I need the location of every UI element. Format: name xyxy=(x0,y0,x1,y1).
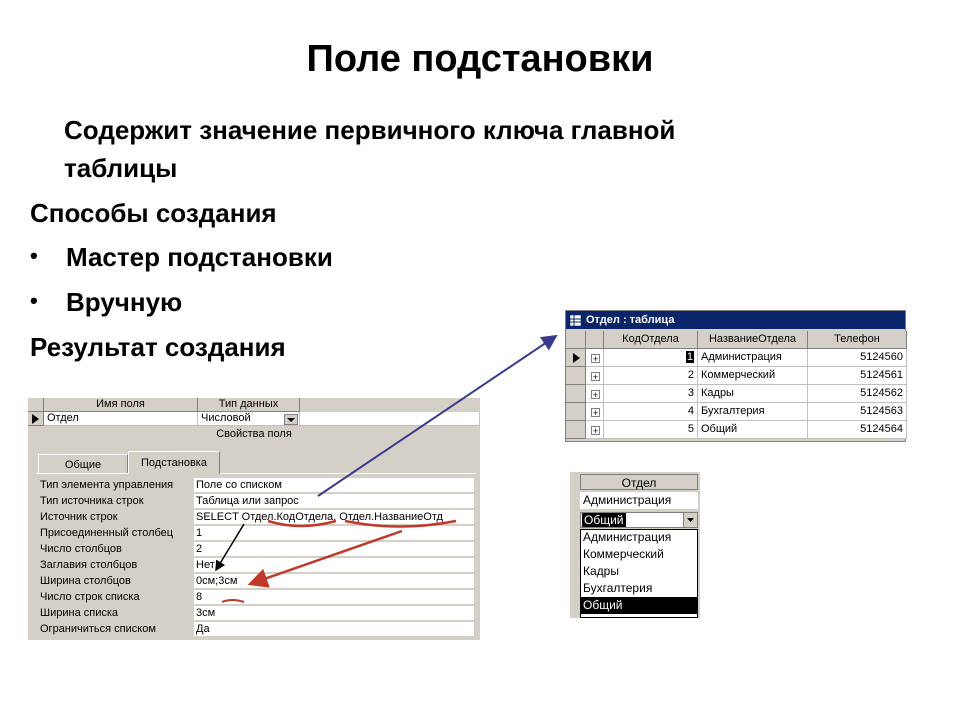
combo-option[interactable]: Кадры xyxy=(583,564,619,578)
prop-value-limit-to-list[interactable]: Да xyxy=(194,622,474,637)
bullet-manual: Вручную xyxy=(66,287,183,317)
prop-label-limit-to-list: Ограничиться списком xyxy=(40,623,156,635)
combo-option[interactable]: Коммерческий xyxy=(583,547,664,561)
cell-name[interactable]: Администрация xyxy=(698,349,808,367)
methods-heading: Способы создания xyxy=(30,198,277,228)
field-properties-title: Свойства поля xyxy=(216,428,292,440)
combo-column-header: Отдел xyxy=(580,474,698,490)
cell-phone[interactable]: 5124561 xyxy=(808,367,907,385)
arrow-to-column-widths xyxy=(250,531,402,584)
cell-name[interactable]: Общий xyxy=(698,421,808,439)
cell-phone[interactable]: 5124562 xyxy=(808,385,907,403)
prop-value-column-heads[interactable]: Нет xyxy=(194,558,474,573)
expand-plus-icon[interactable]: + xyxy=(592,408,599,418)
cell-phone[interactable]: 5124560 xyxy=(808,349,907,367)
expand-plus-icon[interactable]: + xyxy=(592,390,599,400)
prop-value-column-widths[interactable]: 0см;3см xyxy=(194,574,474,589)
prop-label-row-source-type: Тип источника строк xyxy=(40,495,144,507)
column-header-id[interactable]: КодОтдела xyxy=(604,331,698,349)
underline-id-field xyxy=(268,521,336,526)
bullet-wizard: Мастер подстановки xyxy=(66,242,333,272)
prop-label-column-heads: Заглавия столбцов xyxy=(40,559,138,571)
prop-value-row-source[interactable]: SELECT Отдел.КодОтдела, Отдел.НазваниеОтд xyxy=(194,510,474,525)
cell-id[interactable]: 4 xyxy=(604,403,698,421)
arrow-to-datasheet xyxy=(318,336,556,496)
column-header-phone[interactable]: Телефон xyxy=(808,331,907,349)
prop-label-list-rows: Число строк списка xyxy=(40,591,140,603)
prop-value-display-control[interactable]: Поле со списком xyxy=(194,478,474,493)
tab-general[interactable]: Общие xyxy=(38,454,128,474)
prop-label-column-widths: Ширина столбцов xyxy=(40,575,131,587)
expand-plus-icon[interactable]: + xyxy=(592,426,599,436)
slide-title: Поле подстановки xyxy=(306,38,654,80)
column-header-name[interactable]: НазваниеОтдела xyxy=(698,331,808,349)
combo-option-selected[interactable]: Общий xyxy=(580,597,698,614)
cell-name[interactable]: Коммерческий xyxy=(698,367,808,385)
combo-first-record[interactable]: Администрация xyxy=(580,492,698,509)
combo-current-value: Общий xyxy=(584,513,624,527)
prop-value-column-count[interactable]: 2 xyxy=(194,542,474,557)
cell-id-text: 1 xyxy=(686,351,693,363)
bullet-dot: • xyxy=(30,243,38,268)
bullet-dot: • xyxy=(30,288,38,313)
prop-value-list-width[interactable]: 3см xyxy=(194,606,474,621)
prop-label-list-width: Ширина списка xyxy=(40,607,119,619)
expand-plus-icon[interactable]: + xyxy=(592,354,599,364)
underline-name-field xyxy=(345,521,456,527)
prop-label-display-control: Тип элемента управления xyxy=(40,479,174,491)
cell-name[interactable]: Бухгалтерия xyxy=(698,403,808,421)
cell-id[interactable]: 3 xyxy=(604,385,698,403)
combo-option[interactable]: Бухгалтерия xyxy=(583,581,653,595)
prop-value-list-rows[interactable]: 8 xyxy=(194,590,474,605)
cell-phone[interactable]: 5124564 xyxy=(808,421,907,439)
prop-value-bound-column[interactable]: 1 xyxy=(194,526,474,541)
cell-id[interactable]: 2 xyxy=(604,367,698,385)
field-name-cell[interactable]: Отдел xyxy=(44,412,198,426)
cell-name[interactable]: Кадры xyxy=(698,385,808,403)
prop-label-row-source: Источник строк xyxy=(40,511,118,523)
column-header-data-type[interactable]: Тип данных xyxy=(198,398,300,412)
underline-list-rows xyxy=(222,600,244,602)
data-type-select[interactable]: Числовой xyxy=(198,412,300,426)
result-heading: Результат создания xyxy=(30,332,286,362)
cell-id[interactable]: 5 xyxy=(604,421,698,439)
combo-option[interactable]: Администрация xyxy=(583,530,672,544)
definition-line-2: таблицы xyxy=(64,153,178,183)
expand-plus-icon[interactable]: + xyxy=(592,372,599,382)
prop-label-bound-column: Присоединенный столбец xyxy=(40,527,174,539)
prop-value-row-source-type[interactable]: Таблица или запрос xyxy=(194,494,474,509)
datasheet-title: Отдел : таблица xyxy=(586,314,675,326)
arrow-to-column-heads xyxy=(216,524,244,570)
column-header-field-name[interactable]: Имя поля xyxy=(44,398,198,412)
cell-phone[interactable]: 5124563 xyxy=(808,403,907,421)
tab-lookup[interactable]: Подстановка xyxy=(128,451,220,474)
prop-label-column-count: Число столбцов xyxy=(40,543,122,555)
definition-line-1: Содержит значение первичного ключа главной xyxy=(64,115,676,145)
